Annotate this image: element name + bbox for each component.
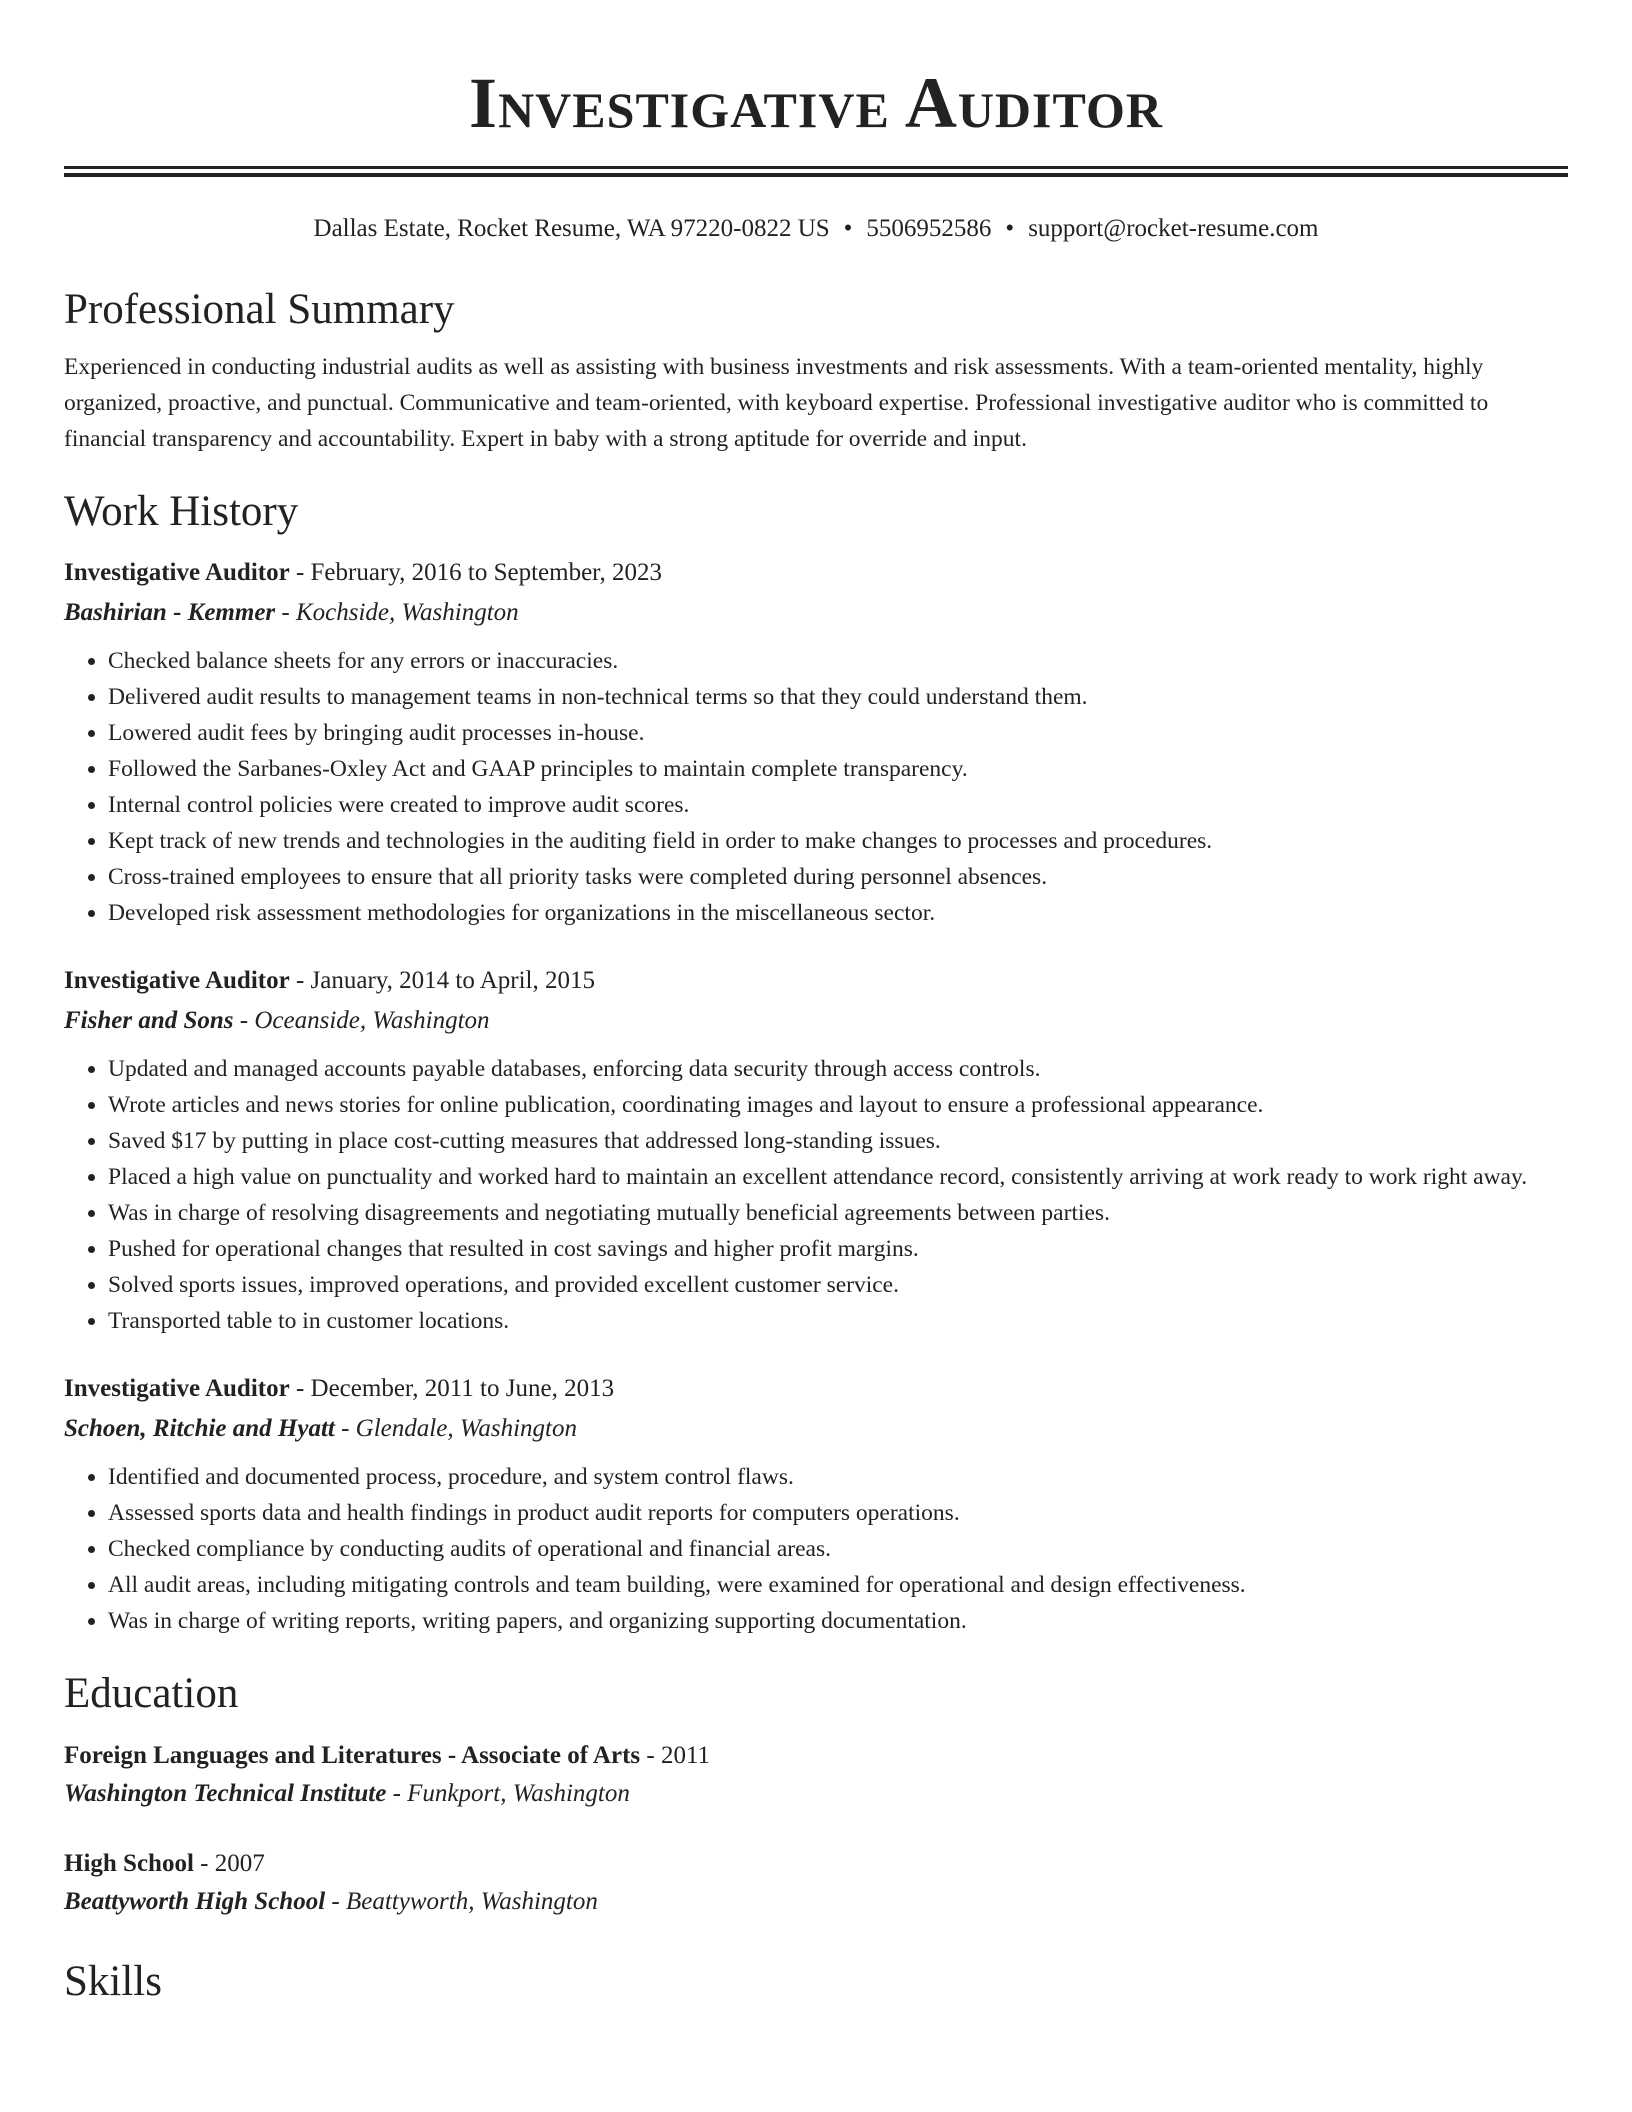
job-bullet: • Developed risk assessment methodologies for organizations in the miscellaneous sector. xyxy=(108,895,1568,931)
job-entry xyxy=(64,961,1568,1339)
job-title: Investigative Auditor xyxy=(64,1375,290,1402)
job-bullet: • Checked balance sheets for any errors or inaccuracies. xyxy=(108,643,1568,679)
job-bullet: • Transported table to in customer locations. xyxy=(108,1303,1568,1339)
job-location: - Glendale, Washington xyxy=(334,1415,577,1442)
job-bullets xyxy=(64,643,1568,931)
education-degree-line xyxy=(64,1845,1568,1883)
summary-heading: Professional Summary xyxy=(64,286,455,333)
job-bullet: • Internal control policies were created to improve audit scores. xyxy=(108,787,1568,823)
education-year: - 2011 xyxy=(640,1742,711,1769)
job-bullet: • Assessed sports data and health findings in product audit reports for computers operations. xyxy=(108,1495,1568,1531)
job-bullet: • Followed the Sarbanes-Oxley Act and GAAP principles to maintain complete transparency. xyxy=(108,751,1568,787)
education-location: - Beattyworth, Washington xyxy=(325,1888,598,1915)
job-bullet: • Placed a high value on punctuality and worked hard to maintain an excellent attendance record, consistently arriving at work ready to work right away. xyxy=(108,1159,1568,1195)
education-entry xyxy=(64,1845,1568,1921)
job-bullet: • Solved sports issues, improved operations, and provided excellent customer service. xyxy=(108,1267,1568,1303)
job-company-line xyxy=(64,1409,1568,1449)
job-bullet: • Saved $17 by putting in place cost-cutting measures that addressed long-standing issues. xyxy=(108,1123,1568,1159)
job-bullets xyxy=(64,1051,1568,1339)
skills-heading: Skills xyxy=(64,1958,162,2005)
job-dates: - January, 2014 to April, 2015 xyxy=(289,967,595,994)
job-company: Schoen, Ritchie and Hyatt xyxy=(64,1415,335,1442)
job-bullet: • Lowered audit fees by bringing audit processes in-house. xyxy=(108,715,1568,751)
job-title-line xyxy=(64,553,1568,593)
job-bullets xyxy=(64,1459,1568,1639)
title-divider xyxy=(64,166,1568,177)
summary-text: Experienced in conducting industrial audits as well as assisting with business investments and risk assessments. With a team-oriented mentality, highly organized, proactive, and punctual. Communicative and team-oriented, with keyboard expertise. Professional investigative auditor who is committed to financial transparency and accountability. Expert in baby with a strong aptitude for override and input. xyxy=(64,354,1489,452)
education-degree: Foreign Languages and Literatures - Associate of Arts xyxy=(64,1742,641,1769)
job-company-line xyxy=(64,1001,1568,1041)
job-dates: - February, 2016 to September, 2023 xyxy=(289,559,663,586)
education-entry xyxy=(64,1737,1568,1813)
job-location: - Kochside, Washington xyxy=(275,599,519,626)
education-heading: Education xyxy=(64,1670,239,1717)
job-bullet: • Identified and documented process, procedure, and system control flaws. xyxy=(108,1459,1568,1495)
education-location: - Funkport, Washington xyxy=(386,1780,630,1807)
contact-phone: 5506952586 xyxy=(866,215,992,242)
education-school-line xyxy=(64,1775,1568,1813)
education-year: - 2007 xyxy=(193,1850,265,1877)
contact-line xyxy=(64,213,1568,245)
job-bullet: • Kept track of new trends and technologies in the auditing field in order to make changes to processes and procedures. xyxy=(108,823,1568,859)
work-history-heading: Work History xyxy=(64,488,299,535)
job-title: Investigative Auditor xyxy=(64,559,290,586)
job-bullet: • Delivered audit results to management teams in non-technical terms so that they could understand them. xyxy=(108,679,1568,715)
job-title-line xyxy=(64,1369,1568,1409)
education-school: Washington Technical Institute xyxy=(64,1780,387,1807)
job-title: Investigative Auditor xyxy=(64,967,290,994)
education-school-line xyxy=(64,1883,1568,1921)
job-company: Bashirian - Kemmer xyxy=(64,599,276,626)
job-entry xyxy=(64,1369,1568,1639)
job-bullet: • Was in charge of resolving disagreements and negotiating mutually beneficial agreements between parties. xyxy=(108,1195,1568,1231)
job-title-line xyxy=(64,961,1568,1001)
contact-separator: • xyxy=(1005,215,1015,242)
education-degree-line xyxy=(64,1737,1568,1775)
resume-title: Investigative Auditor xyxy=(469,63,1163,143)
job-bullet: • Pushed for operational changes that resulted in cost savings and higher profit margins. xyxy=(108,1231,1568,1267)
education-degree: High School xyxy=(64,1850,194,1877)
job-bullet: • Checked compliance by conducting audits of operational and financial areas. xyxy=(108,1531,1568,1567)
job-company: Fisher and Sons xyxy=(64,1007,234,1034)
job-location: - Oceanside, Washington xyxy=(233,1007,490,1034)
contact-separator: • xyxy=(843,215,853,242)
job-dates: - December, 2011 to June, 2013 xyxy=(289,1375,615,1402)
contact-email: support@rocket-resume.com xyxy=(1028,215,1319,242)
job-bullet: • All audit areas, including mitigating controls and team building, were examined for operational and design effectiveness. xyxy=(108,1567,1568,1603)
job-entry xyxy=(64,553,1568,931)
education-school: Beattyworth High School xyxy=(64,1888,326,1915)
job-bullet: • Was in charge of writing reports, writing papers, and organizing supporting documentation. xyxy=(108,1603,1568,1639)
job-bullet: • Updated and managed accounts payable databases, enforcing data security through access controls. xyxy=(108,1051,1568,1087)
job-bullet: • Wrote articles and news stories for online publication, coordinating images and layout to ensure a professional appearance. xyxy=(108,1087,1568,1123)
contact-address: Dallas Estate, Rocket Resume, WA 97220-0822 US xyxy=(313,215,830,242)
job-company-line xyxy=(64,593,1568,633)
job-bullet: • Cross-trained employees to ensure that all priority tasks were completed during personnel absences. xyxy=(108,859,1568,895)
